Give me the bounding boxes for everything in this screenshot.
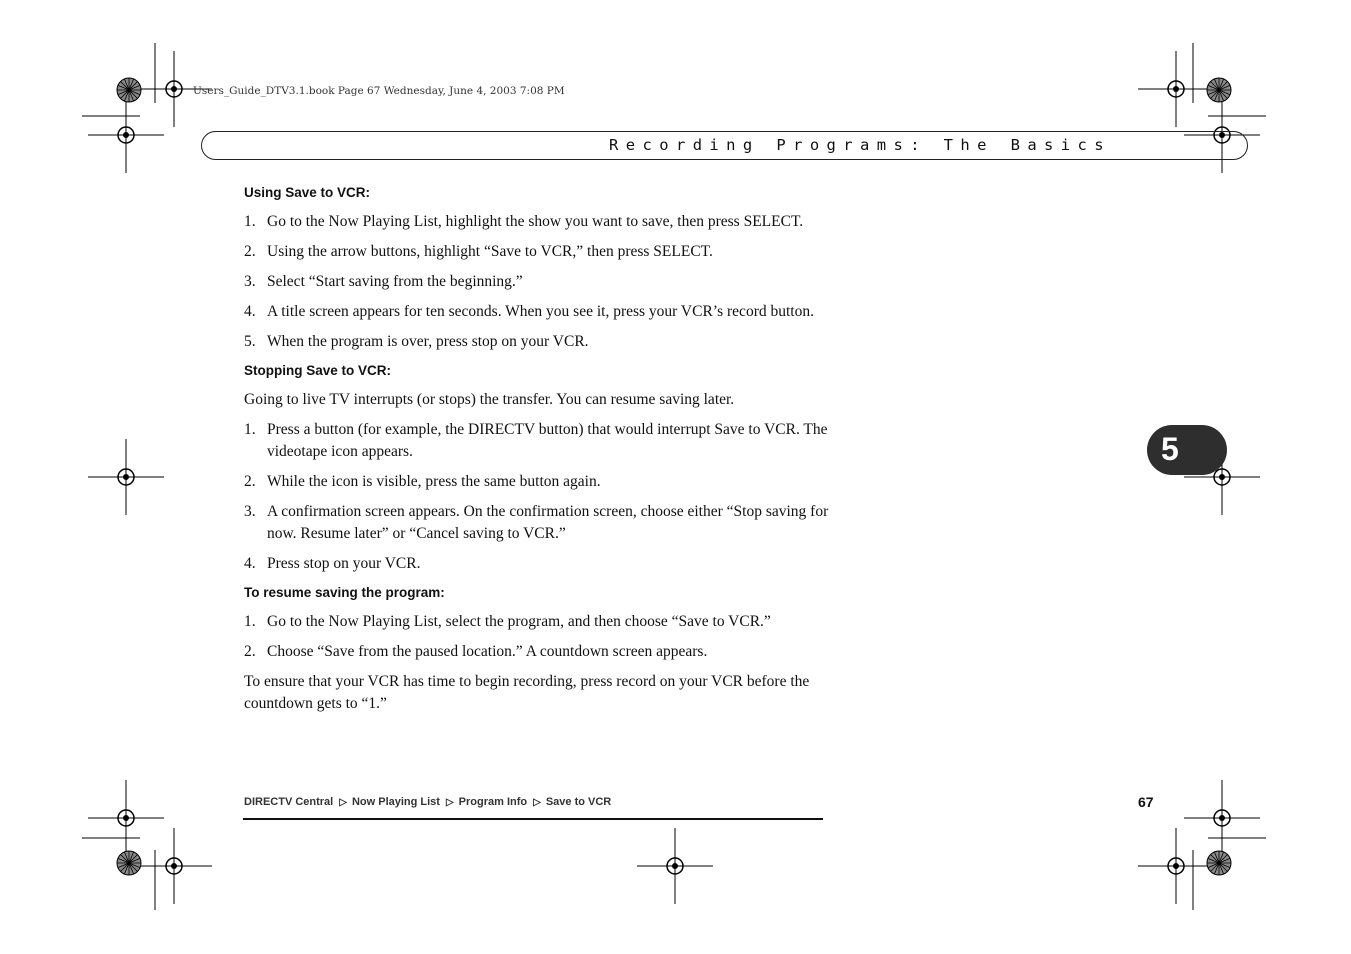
step-number: 1. (244, 613, 256, 630)
registration-mark-icon (136, 828, 212, 904)
step-number: 5. (244, 333, 256, 350)
section-heading: To resume saving the program: (244, 585, 445, 600)
section-heading: Using Save to VCR: (244, 185, 371, 200)
stop-steps (244, 419, 829, 575)
closing-paragraph: To ensure that your VCR has time to begin recording, press record on your VCR before the countdown gets to “1.” (244, 673, 810, 712)
step-number: 2. (244, 473, 256, 490)
step-number: 2. (244, 243, 256, 260)
save-steps (244, 211, 829, 353)
step-number: 3. (244, 503, 256, 520)
registration-mark-icon (88, 97, 164, 173)
step-text: Go to the Now Playing List, select the program, and then choose “Save to VCR.” (267, 613, 771, 630)
step-text: Choose “Save from the paused location.” A countdown screen appears. (267, 643, 708, 660)
list-item (244, 641, 829, 663)
print-slug: Users_Guide_DTV3.1.book Page 67 Wednesday, June 4, 2003 7:08 PM (193, 85, 565, 97)
chevron-right-icon: ▷ (445, 797, 454, 808)
section-heading: Stopping Save to VCR: (244, 363, 392, 378)
registration-mark-icon (637, 828, 713, 904)
color-target-icon (117, 851, 141, 875)
list-item (244, 501, 829, 545)
breadcrumb-item: DIRECTV Central (244, 796, 334, 808)
list-item (244, 211, 829, 233)
color-target-icon (1207, 78, 1231, 102)
registration-mark-icon (1184, 780, 1260, 856)
color-target-icon (117, 78, 141, 102)
list-item (244, 271, 829, 293)
step-text: Go to the Now Playing List, highlight the show you want to save, then press SELECT. (267, 213, 804, 230)
step-text: When the program is over, press stop on your VCR. (267, 333, 589, 350)
list-item (244, 331, 829, 353)
step-text: A confirmation screen appears. On the confirmation screen, choose either “Stop saving for now. Resume later” or “Cancel saving to VCR.” (267, 503, 829, 542)
running-header-title: Recording Programs: The Basics (609, 136, 1111, 154)
step-text: Press a button (for example, the DIRECTV button) that would interrupt Save to VCR. The videotape icon appears. (267, 421, 828, 460)
breadcrumb-item: Now Playing List (351, 796, 440, 808)
list-item (244, 301, 829, 323)
list-item (244, 241, 829, 263)
intro-paragraph: Going to live TV interrupts (or stops) the transfer. You can resume saving later. (244, 391, 735, 408)
step-text: Using the arrow buttons, highlight “Save to VCR,” then press SELECT. (267, 243, 713, 260)
breadcrumb-item: Program Info (458, 796, 528, 808)
breadcrumb-item: Save to VCR (545, 796, 612, 808)
page-number: 67 (1138, 794, 1154, 810)
step-number: 3. (244, 273, 256, 290)
step-number: 2. (244, 643, 256, 660)
list-item (244, 611, 829, 633)
step-text: Press stop on your VCR. (267, 555, 421, 572)
step-text: Select “Start saving from the beginning.” (267, 273, 523, 290)
chevron-right-icon: ▷ (339, 797, 347, 808)
registration-mark-icon (1138, 51, 1214, 127)
step-text: A title screen appears for ten seconds. When you see it, press your VCR’s record button. (267, 303, 814, 320)
footer-rule (243, 818, 823, 820)
registration-mark-icon (88, 439, 164, 515)
registration-mark-icon (88, 780, 164, 856)
step-number: 4. (244, 555, 256, 572)
list-item (244, 471, 829, 493)
step-number: 1. (244, 421, 256, 438)
step-text: While the icon is visible, press the same button again. (267, 473, 601, 490)
breadcrumb (244, 796, 611, 808)
resume-steps (244, 611, 829, 663)
page-content (244, 183, 829, 723)
step-number: 4. (244, 303, 256, 320)
chapter-tab: 5 (1147, 425, 1227, 475)
list-item (244, 419, 829, 463)
chevron-right-icon: ▷ (533, 797, 541, 808)
color-target-icon (1207, 851, 1231, 875)
registration-mark-icon (1138, 828, 1214, 904)
step-number: 1. (244, 213, 256, 230)
list-item (244, 553, 829, 575)
